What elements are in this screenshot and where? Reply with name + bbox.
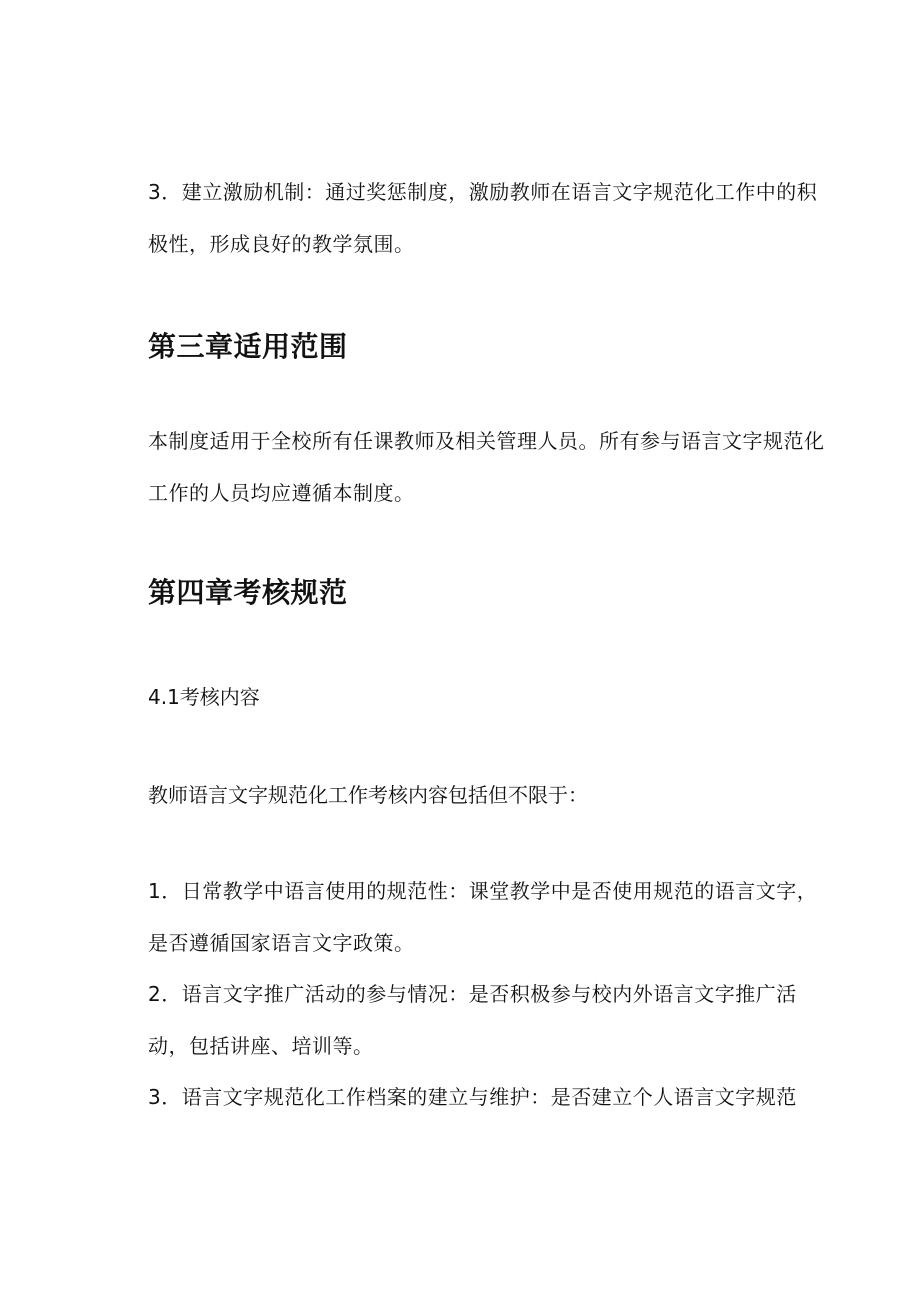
paragraph-incentive-mechanism: 3．建立激励机制：通过奖惩制度，激励教师在语言文字规范化工作中的积极性，形成良好的教学氛围。 <box>148 180 818 256</box>
chapter-3-body: 本制度适用于全校所有任课教师及相关管理人员。所有参与语言文字规范化工作的人员均应遵循本制度。 <box>148 429 825 505</box>
assessment-item-3: 3．语言文字规范化工作档案的建立与维护：是否建立个人语言文字规范 <box>148 1085 797 1109</box>
assessment-item-2: 2．语言文字推广活动的参与情况：是否积极参与校内外语言文字推广活动，包括讲座、培训等。 <box>148 982 797 1058</box>
chapter-4-title: 第四章考核规范 <box>148 576 348 609</box>
section-4-1-heading: 4.1考核内容 <box>148 685 260 709</box>
chapter-3-title: 第三章适用范围 <box>148 330 348 363</box>
assessment-item-1: 1．日常教学中语言使用的规范性：课堂教学中是否使用规范的语言文字，是否遵循国家语言文字政策。 <box>148 879 818 955</box>
assessment-intro: 教师语言文字规范化工作考核内容包括但不限于： <box>148 783 588 807</box>
